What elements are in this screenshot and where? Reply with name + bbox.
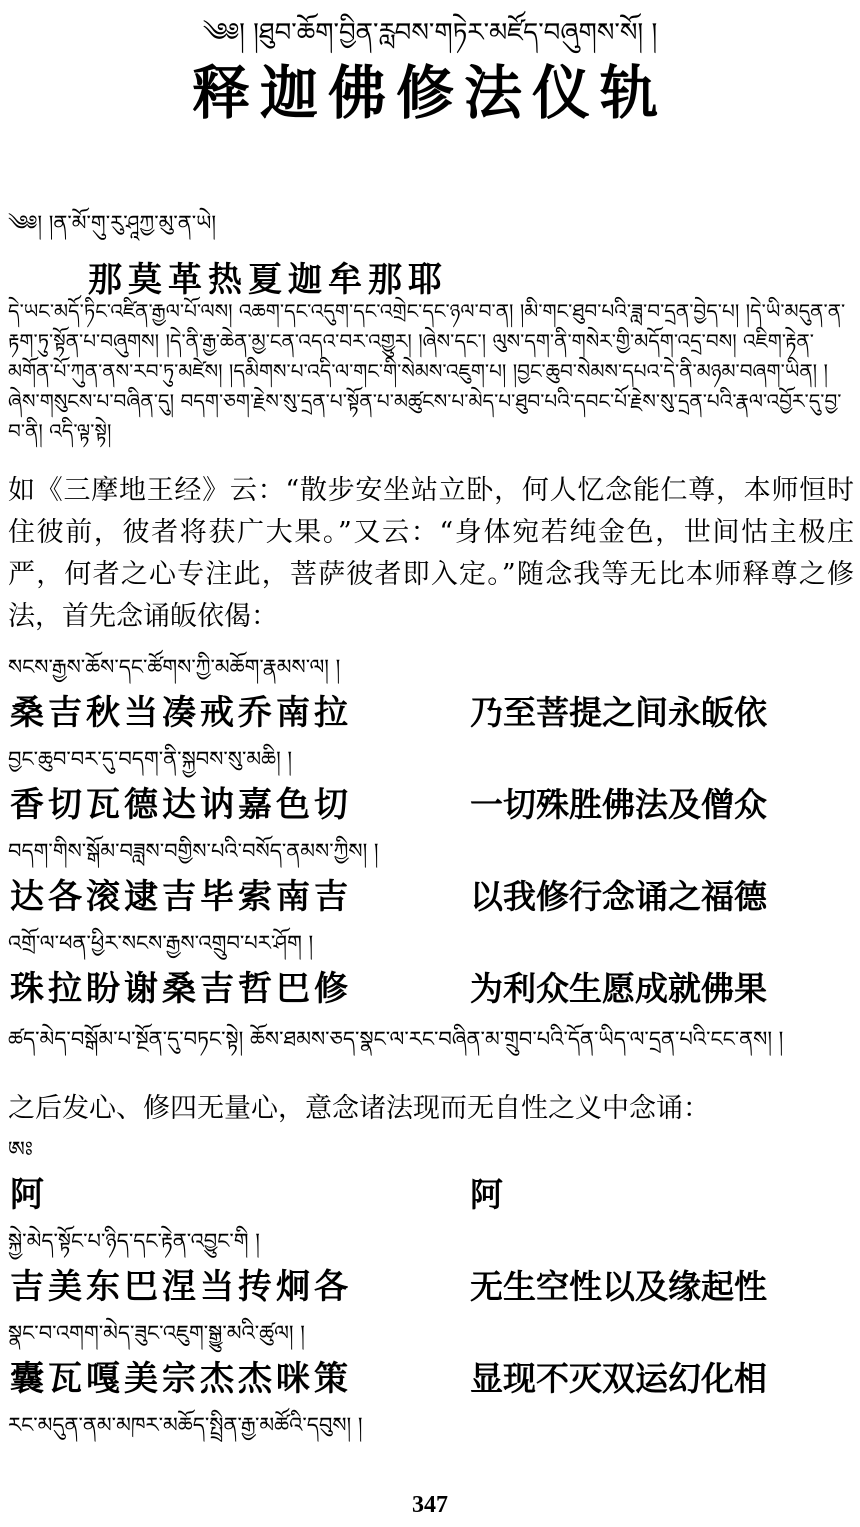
verse-tibetan: བདག་གིས་སྒོམ་བཟླས་བགྱིས་པའི་བསོད་ནམས་ཀྱིས། ། xyxy=(8,839,379,863)
verse-meaning: 显现不灭双运幻化相 xyxy=(470,1359,767,1398)
emptiness-verse-block xyxy=(8,1220,854,1446)
intro-chinese: 如《三摩地王经》云：“散步安坐站立卧，何人忆念能仁尊，本师恒时住彼前，彼者将获广大果。”又云：“身体宛若纯金色，世间怙主极庄严，何者之心专注此，菩萨彼者即入定。”随念我等无比本师释尊之修法，首先念诵皈依偈： xyxy=(8,475,854,632)
homage-tibetan: ༄༅། །ན་མོ་གུ་རུ་ཤཱཀྱ་མུ་ན་ཡེ། xyxy=(8,211,217,235)
homage-transliteration: 那莫革热夏迦牟那耶 xyxy=(88,260,448,300)
verse-line xyxy=(8,688,854,738)
verse-transliteration: 囊瓦嘎美宗杰杰咪策 xyxy=(10,1359,352,1399)
tibetan-title: ༄༅། །ཐུབ་ཆོག་བྱིན་རླབས་གཏེར་མཛོད་བཞུགས་སོ། ། xyxy=(202,18,658,48)
syllable-block xyxy=(8,1128,854,1220)
syllable-meaning: 阿 xyxy=(470,1175,503,1214)
verse-transliteration: 珠拉盼谢桑吉哲巴修 xyxy=(10,969,352,1009)
verse-meaning: 一切殊胜佛法及僧众 xyxy=(470,785,767,824)
verse-tibetan: བྱང་ཆུབ་བར་དུ་བདག་ནི་སྐྱབས་སུ་མཆི། ། xyxy=(8,747,293,771)
verse-meaning: 为利众生愿成就佛果 xyxy=(470,969,767,1008)
verse-tibetan: སྐྱེ་མེད་སྟོང་པ་ཉིད་དང་རྟེན་འབྱུང་གི ། xyxy=(8,1229,260,1253)
verse-line xyxy=(8,1354,854,1404)
bodhicitta-tibetan: ཚད་མེད་བསྒོམ་པ་སྔོན་དུ་བཏང་སྟེ། ཆོས་ཐམས་ཅད་སྣང་ལ་རང་བཞིན་མ་གྲུབ་པའི་དོན་ཡིད་ལ་དྲན་པའི་ངང་ནས། ། xyxy=(8,1027,784,1051)
verse-transliteration: 达各滚逮吉毕索南吉 xyxy=(10,877,352,917)
verse-meaning: 无生空性以及缘起性 xyxy=(470,1267,767,1306)
verse-line xyxy=(8,872,854,922)
verse-transliteration: 桑吉秋当凑戒乔南拉 xyxy=(10,693,352,733)
verse-meaning: 以我修行念诵之福德 xyxy=(470,877,767,916)
verse-line xyxy=(8,780,854,830)
page-number: 347 xyxy=(412,1492,448,1518)
syllable-line xyxy=(8,1170,854,1220)
verse-tibetan: འགྲོ་ལ་ཕན་ཕྱིར་སངས་རྒྱས་འགྲུབ་པར་ཤོག ། xyxy=(8,931,314,955)
bodhicitta-chinese: 之后发心、修四无量心，意念诸法现而无自性之义中念诵： xyxy=(8,1093,710,1124)
refuge-verse-block xyxy=(8,646,854,1014)
syllable-transliteration: 阿 xyxy=(10,1175,48,1215)
verse-line xyxy=(8,964,854,1014)
verse-tibetan: སངས་རྒྱས་ཆོས་དང་ཚོགས་ཀྱི་མཆོག་རྣམས་ལ། ། xyxy=(8,655,341,679)
verse-transliteration: 吉美东巴涅当抟炯各 xyxy=(10,1267,352,1307)
verse-tibetan: རང་མདུན་ནམ་མཁར་མཆོད་སྤྲིན་རྒྱ་མཚོའི་དབུས། ། xyxy=(8,1413,363,1437)
syllable-tibetan: ཨཿ xyxy=(8,1137,33,1161)
intro-tibetan: དེ་ཡང་མདོ་ཏིང་འཛིན་རྒྱལ་པོ་ལས། འཆག་དང་འདུག་དང་འགྲེང་དང་ཉལ་བ་ན། །མི་གང་ཐུབ་པའི་ཟླ་བ་དྲན་བྱེད་པ། །དེ་ཡི་མདུན་ན་རྟག་ཏུ་སྟོན་པ་བཞུགས། །དེ་ནི་རྒྱ་ཆེན་མྱ་ངན་འདའ་བར་འགྱུར། །ཞེས་དང་། ལུས་དག་ནི་གསེར་གྱི་མདོག་འདྲ་བས། འཇིག་རྟེན་མགོན་པོ་ཀུན་ནས་རབ་ཏུ་མཛེས། །དམིགས་པ་འདི་ལ་གང་གི་སེམས་འཇུག་པ། །བྱང་ཆུབ་སེམས་དཔའ་དེ་ནི་མཉམ་བཞག་ཡིན། །ཞེས་གསུངས་པ་བཞིན་དུ། བདག་ཅག་རྗེས་སུ་དྲན་པ་སྟོན་པ་མཚུངས་པ་མེད་པ་ཐུབ་པའི་དབང་པོ་རྗེས་སུ་དྲན་པའི་རྣལ་འབྱོར་དུ་བྱ་བ་ནི། འདི་ལྟ་སྟེ། xyxy=(8,299,846,443)
verse-transliteration: 香切瓦德达讷嘉色切 xyxy=(10,785,352,825)
verse-line xyxy=(8,1262,854,1312)
page-title: 释迦佛修法仪轨 xyxy=(191,59,668,127)
verse-tibetan: སྣང་བ་འགག་མེད་ཟུང་འཇུག་སྒྱུ་མའི་ཚུལ། ། xyxy=(8,1321,305,1345)
verse-meaning: 乃至菩提之间永皈依 xyxy=(470,693,767,732)
